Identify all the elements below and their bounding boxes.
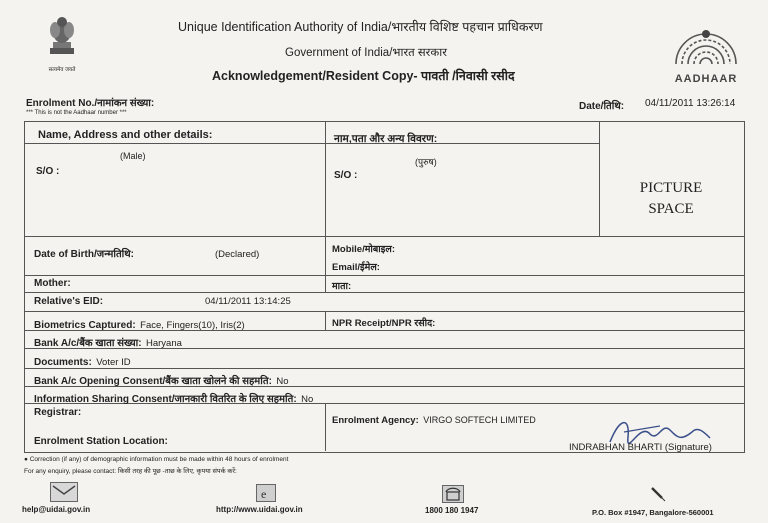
email-label: Email/ईमेल: [332, 262, 380, 273]
mobile-label: Mobile/मोबाइल: [332, 244, 396, 255]
aadhaar-logo-text: AADHAAR [674, 73, 738, 85]
web-icon [256, 484, 276, 502]
dob-label: Date of Birth/जन्मतिथि: [34, 249, 134, 260]
registrar-label: Registrar: [34, 407, 82, 418]
picture-space [600, 178, 742, 220]
details-heading-en: Name, Address and other details: [38, 129, 213, 141]
gender-hi: (पुरुष) [415, 157, 437, 167]
government-title: Government of India/भारत सरकार [285, 47, 447, 59]
svg-text:e: e [261, 487, 267, 501]
so-en: S/O : [36, 166, 60, 177]
bank-value: Haryana [146, 338, 182, 349]
emblem-icon [44, 12, 80, 62]
agency-row [332, 410, 536, 428]
biometrics-value: Face, Fingers(10), Iris(2) [140, 320, 245, 331]
signature-name: INDRABHAN BHARTI (Signature) [569, 442, 712, 453]
info-consent-value: No [301, 394, 314, 405]
mother-label: Mother: [34, 278, 71, 289]
emblem-caption: सत्यमेव जयते [48, 67, 76, 73]
documents-row [34, 352, 131, 370]
aadhaar-logo-icon [664, 24, 748, 68]
details-heading-hi: नाम,पता और अन्य विवरण: [334, 133, 438, 145]
email-icon [50, 482, 78, 502]
biometrics-label: Biometrics Captured: [34, 320, 136, 331]
copy-title: Acknowledgement/Resident Copy- पावती /निवासी रसीद [212, 69, 515, 83]
mother-hi: माता: [332, 281, 352, 292]
footer-email[interactable]: help@uidai.gov.in [22, 505, 91, 514]
enrolment-label: Enrolment No./नामांकन संख्या: [26, 98, 155, 109]
aadhaar-logo [664, 24, 748, 86]
dob-value: (Declared) [215, 249, 260, 260]
agency-label: Enrolment Agency: [332, 415, 419, 426]
info-consent-label: Information Sharing Consent/जानकारी वितरित के लिए सहमति: [34, 394, 297, 405]
state-emblem [44, 12, 80, 73]
npr-label: NPR Receipt/NPR रसीद: [332, 318, 436, 329]
footer-phone: 1800 180 1947 [425, 506, 479, 515]
phone-icon [442, 485, 464, 503]
pen-icon [650, 486, 666, 502]
bank-consent-label: Bank A/c Opening Consent/बैंक खाता खोलने की सहमति: [34, 376, 272, 387]
station-label: Enrolment Station Location: [34, 436, 168, 447]
bank-consent-value: No [276, 376, 289, 387]
bank-consent-row [34, 371, 289, 389]
enquiry-note: For any enquiry, please contact: किसी तरह की पूछ -ताछ के लिए, कृपया संपर्क करें: [24, 468, 237, 475]
date-label: Date/तिथि: [579, 101, 625, 112]
picture-line2: SPACE [648, 201, 694, 217]
bank-label: Bank A/c/बैंक खाता संख्या: [34, 338, 142, 349]
correction-note: ● Correction (if any) of demographic information must be made within 48 hours of enrolment [24, 456, 289, 463]
enrolment-note: *** This is not the Aadhaar number *** [26, 110, 127, 116]
gender-en: (Male) [120, 151, 146, 161]
picture-line1: PICTURE [639, 180, 703, 196]
footer-po-box: P.O. Box #1947, Bangalore-560001 [592, 508, 714, 517]
so-hi: S/O : [334, 170, 358, 181]
authority-title: Unique Identification Authority of India/भारतीय विशिष्ट पहचान प्राधिकरण [178, 20, 543, 34]
info-consent-row [34, 389, 313, 407]
relative-label: Relative's EID: [34, 296, 104, 307]
agency-value: VIRGO SOFTECH LIMITED [423, 415, 536, 425]
documents-label: Documents: [34, 357, 92, 368]
bank-row [34, 333, 182, 351]
date-value: 04/11/2011 13:26:14 [645, 98, 736, 109]
footer-website[interactable]: http://www.uidai.gov.in [216, 505, 303, 514]
relative-value: 04/11/2011 13:14:25 [205, 296, 291, 307]
biometrics-row [34, 315, 245, 333]
documents-value: Voter ID [96, 357, 131, 368]
